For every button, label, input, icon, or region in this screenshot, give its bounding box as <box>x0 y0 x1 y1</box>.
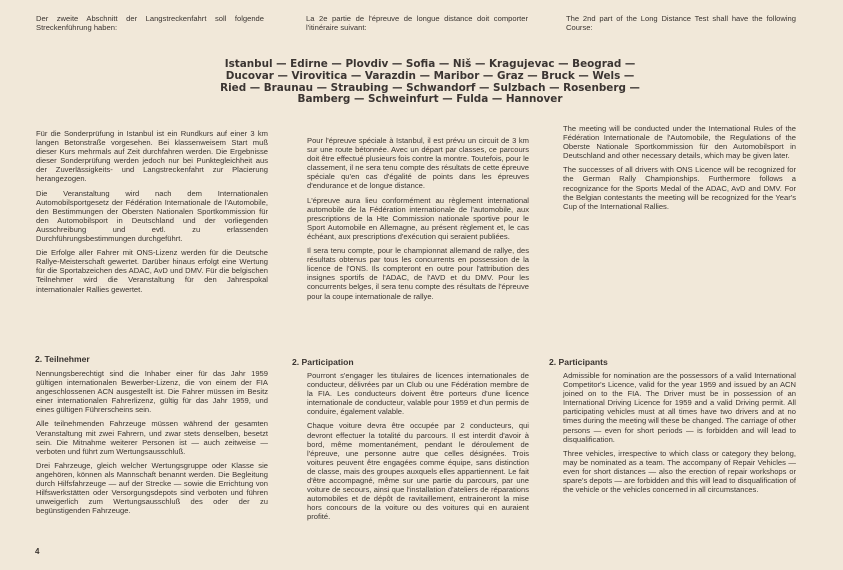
paragraph: Pourront s'engager les titulaires de licences internationales de conducteur, délivrées par un Club ou une Fédération membre de la FIA. Les conducteurs doivent être porteurs d'une licence internationale de conducteur, valable pour 1959 et d'un permis de conduire, également valable. <box>307 371 529 417</box>
route-line: Ducovar — Virovitica — Varazdin — Maribor — Graz — Bruck — Wels — <box>225 69 635 82</box>
intro-french-text: La 2e partie de l'épreuve de longue distance doit comporter l'itinéraire suivant: <box>306 14 528 33</box>
route-line: Bamberg — Schweinfurt — Fulda — Hannover <box>297 93 563 106</box>
body-english <box>563 124 796 216</box>
paragraph: L'épreuve aura lieu conformément au règlement international automobile de la Fédération internationale de l'automobile, aux prescriptions de la Hte Commission nationale sportive pour le Sport Automobile en Allemagne, au présent règlement et, le cas échéant, aux prescriptions d'exécution qui seraient publiées. <box>307 195 529 241</box>
page-number: 4 <box>35 547 40 556</box>
paragraph: Chaque voiture devra être occupée par 2 conducteurs, qui devront effectuer la totalité du parcours. Il est interdit d'avoir à bord, même momentanément, pendant le déroulement de l'épreuve, une personne autre que celles désignées. Trois voitures peuvent être engagées comme équipe, sans distinction de classe, mais des groupes auxquels elles appartiennent. Le fait d'être accompagné, même sur une partie du parcours, par une voiture de secours, ainsi que l'installation d'ateliers de réparations automobiles et de dépôt de ravitaillement, entraineront la mise hors concours de la voiture ou des voitures qui en auraient profité. <box>307 421 529 522</box>
route-line: Ried — Braunau — Straubing — Schwandorf — Sulzbach — Rosenberg — <box>220 81 640 94</box>
paragraph: The meeting will be conducted under the International Rules of the Fédération Internationale de l'Automobile, the Regulations of the Oberste Nationale Sportkommission für den Automobilsport in Deutschland and other necessary details, which may be given later. <box>563 124 796 161</box>
paragraph: Nennungsberechtigt sind die Inhaber einer für das Jahr 1959 gültigen internationalen Bewerber-Lizenz, die von einem der FIA angeschlossenen ACN ausgestellt ist. Die Fahrer müssen im Besitz einer internationalen Fahrerlizenz, gültig für das Jahr 1959, und eines gültigen Führerscheins sein. <box>36 369 268 415</box>
paragraph: The successes of all drivers with ONS Licence will be recognized for the German Rally Championships. Furthermore follows a recognizance for the Sports Medal of the ADAC, AvD and DMV. For the Belgian contestants the meeting will be recognized for the Year's Cup of the International Rallies. <box>563 165 796 211</box>
intro-german-text: Der zweite Abschnitt der Langstreckenfahrt soll folgende Streckenführung haben: <box>36 14 264 33</box>
paragraph: Für die Sonderprüfung in Istanbul ist ein Rundkurs auf einer 3 km langen Betonstraße vorgesehen. Bei klassenweisem Start muß dieser Kurs mehrmals auf Zeit durchfahren werden. Die Ergebnisse dieser Sonderprüfung werden jedoch nur bei Punktegleichheit aus der Zuverlässigkeits- und Langstreckenfahrt zur Placierung herangezogen. <box>36 129 268 184</box>
section-heading-english: 2. Participants <box>549 357 608 367</box>
section-heading-german: 2. Teilnehmer <box>35 354 90 364</box>
intro-french <box>306 14 528 37</box>
paragraph: Pour l'épreuve spéciale à Istanbul, il est prévu un circuit de 3 km sur une route bétonnée. Avec un départ par classes, ce parcours doit être effectué plusieurs fois contre la montre. Toutefois, pour le classement, il ne sera tenu compte des résultats de cette épreuve spéciale qu'en cas d'égalité de points dans les épreuves d'endurance et de longue distance. <box>307 136 529 191</box>
intro-english <box>566 14 796 37</box>
body-french <box>307 136 529 306</box>
route-line: Istanbul — Edirne — Plovdiv — Sofia — Niš — Kragujevac — Beograd — <box>224 58 636 70</box>
paragraph: Il sera tenu compte, pour le championnat allemand de rallye, des résultats obtenus par tous les concurrents en possession de la licence de l'ONS. Ils compteront en outre pour l'attribution des insignes sportifs de l'ADAC, de l'AVD et du DMV. Pour les concurrents belges, il sera tenu compte des résultats de l'épreuve pour la coupe internationale de rallye. <box>307 246 529 301</box>
intro-english-text: The 2nd part of the Long Distance Test shall have the following Course: <box>566 14 796 33</box>
paragraph: Admissible for nomination are the possessors of a valid International Competitor's Licence, valid for the year 1959 and issued by an ACN joined on to the FIA. The Driver must be in possession of an International Driving Licence for 1959 and a valid Driving permit. All participating vehicles must at all times have two drivers and at no times during the meeting will these be changed. The carriage of other persons — even for short periods — is forbidden and will lead to disqualification. <box>563 371 796 444</box>
paragraph: Alle teilnehmenden Fahrzeuge müssen während der gesamten Veranstaltung mit zwei Fahrern, und zwar stets denselben, besetzt sein. Die Mitnahme weiterer Personen ist — auch zeitweise — verboten und führt zum Wertungsausschluß. <box>36 419 268 456</box>
route-list <box>190 59 670 106</box>
participants-english <box>563 371 796 499</box>
paragraph: Die Veranstaltung wird nach dem Internationalen Automobilsportgesetz der Fédération Internationale de l'Automobile, den Bestimmungen der Obersten Nationalen Sportkommission für den Automobilsport in Deutschland und der vorliegenden Ausschreibung und evtl. zu erlassenden Durchführungsbestimmungen durchgeführt. <box>36 188 268 244</box>
paragraph: Three vehicles, irrespective to which class or category they belong, may be nominated as a team. The accompany of Repair Vehicles — even for short distances — also the erection of repair workshops or spare's depots — are forbidden and this will lead to disqualification of the vehicle or the vehicles concerned in all circumstances. <box>563 448 796 495</box>
participants-french <box>307 371 529 527</box>
participants-german <box>36 369 268 520</box>
body-german <box>36 129 268 299</box>
intro-german <box>36 14 264 37</box>
paragraph: Drei Fahrzeuge, gleich welcher Wertungsgruppe oder Klasse sie angehören, können als Mannschaft benannt werden. Die Begleitung durch Hilfsfahrzeuge — auf der Strecke — sowie die Errichtung von Hilfswerkstätten oder Versorgungsdepots sind verboten und führen unweigerlich zum Wertungsausschluß des oder der zu begünstigenden Fahrzeuge. <box>36 460 268 516</box>
paragraph: Die Erfolge aller Fahrer mit ONS-Lizenz werden für die Deutsche Rallye-Meisterschaft gewertet. Darüber hinaus erfolgt eine Wertung für die Sportabzeichen des ADAC, AvD und DMV. Für die belgischen Teilnehmer wird die Veranstaltung für den Jahrespokal internationaler Rallies gewertet. <box>36 248 268 294</box>
section-heading-french: 2. Participation <box>292 357 354 367</box>
